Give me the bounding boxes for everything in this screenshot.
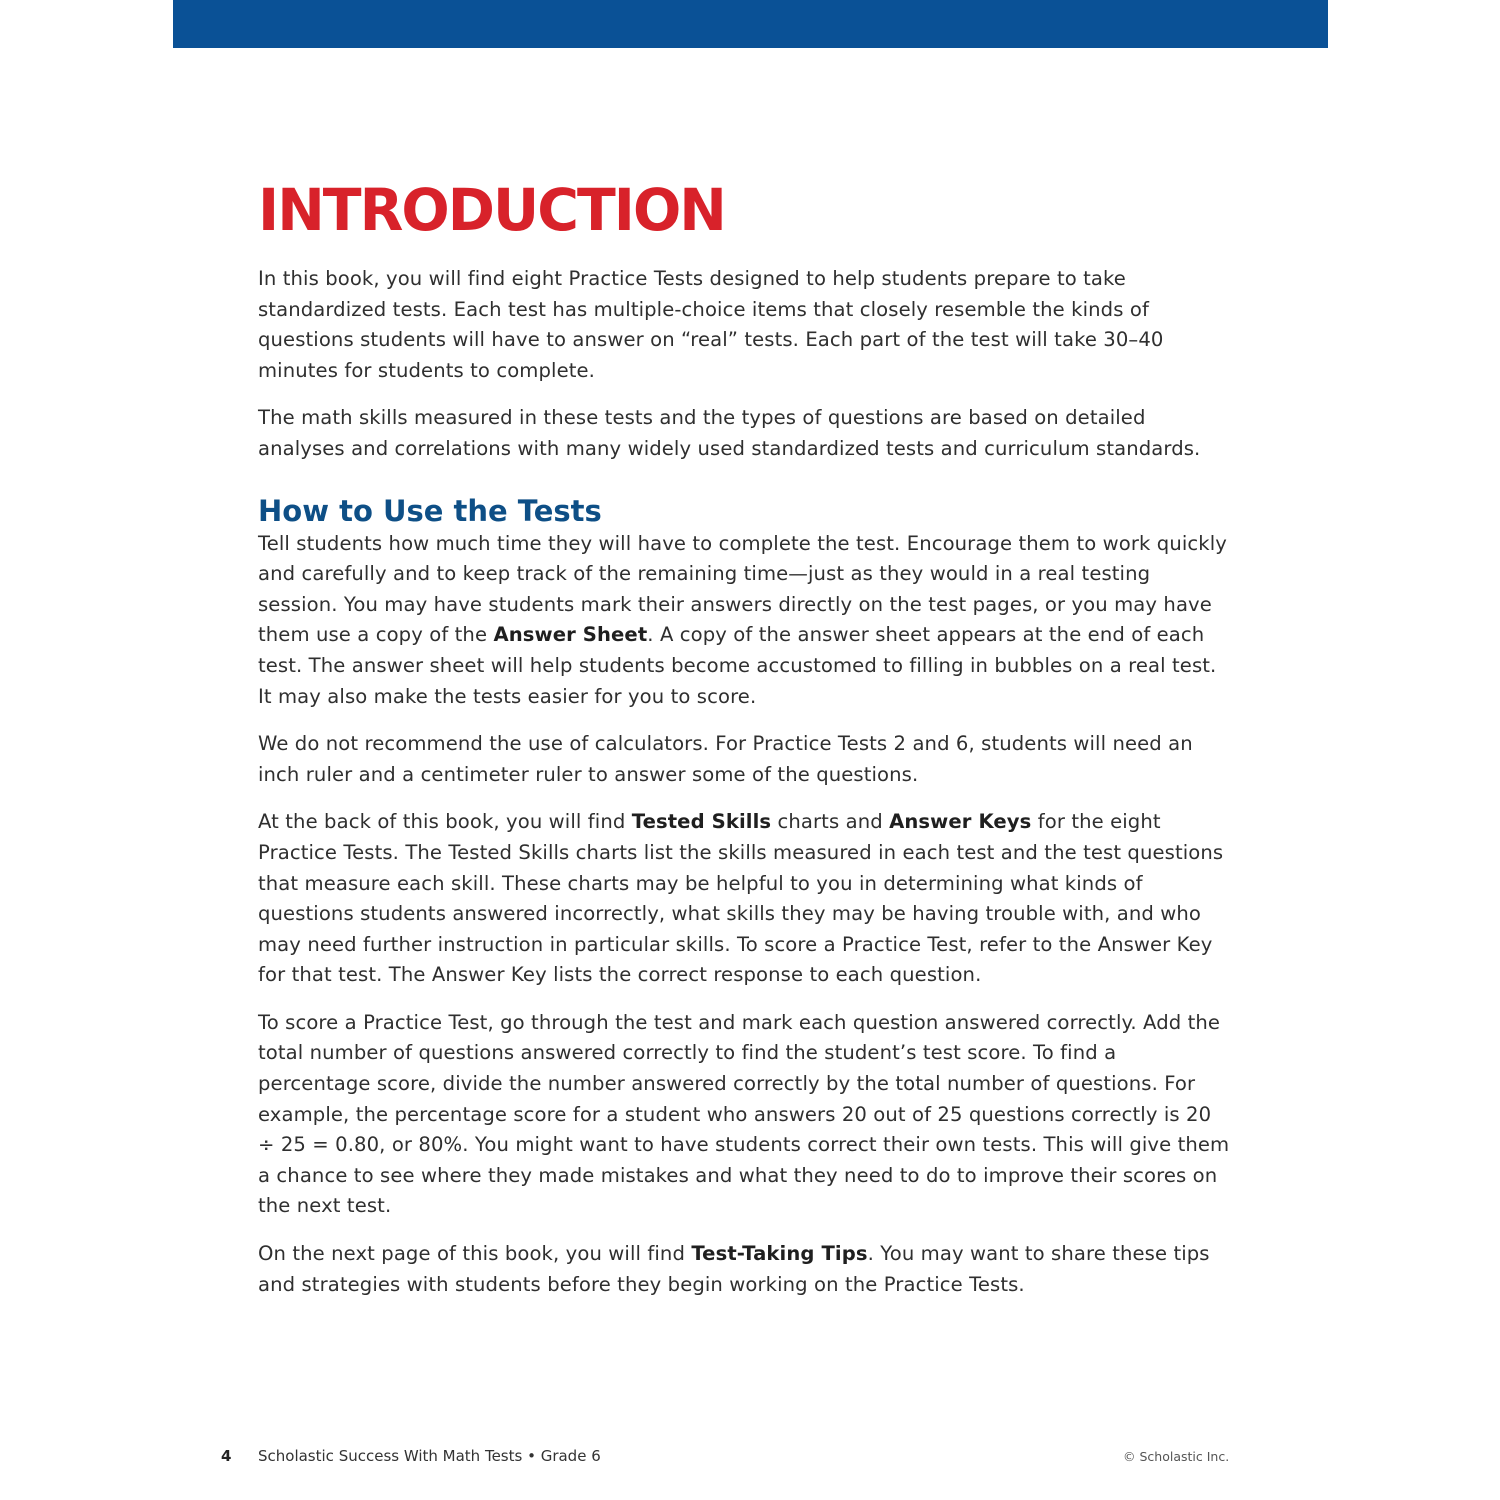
text-run: . You may want to share these tips and strategies with students before they begin working on the Practice Tests. <box>258 1242 1210 1296</box>
intro-paragraph-1: In this book, you will find eight Practice Tests designed to help students prepare to take standardized tests. Each test has multiple-choice items that closely resemble the kinds of questions students will have to answer on “real” tests. Each part of the test will take 30–40 minutes for students to complete. <box>258 267 1164 382</box>
section-paragraph-2: We do not recommend the use of calculators. For Practice Tests 2 and 6, students will need an inch ruler and a centimeter ruler to answer some of the questions. <box>258 732 1193 786</box>
section-paragraph-5 <box>258 1239 1233 1300</box>
bold-term-test-taking-tips: Test-Taking Tips <box>691 1242 868 1266</box>
section-paragraph-4: To score a Practice Test, go through the test and mark each question answered correctly. Add the total number of questions answered correctly to find the student’s test score. To find a percentage score, divide the number answered correctly by the total number of questions. For example, the percentage score for a student who answers 20 out of 25 questions correctly is 20 ÷ 25 = 0.80, or 80%. You might want to have students correct their own tests. This will give them a chance to see where they made mistakes and what they need to do to improve their scores on the next test. <box>258 1010 1230 1218</box>
header-band <box>173 0 1328 48</box>
page-number: 4 <box>221 1447 232 1465</box>
section-heading: How to Use the Tests <box>258 493 602 528</box>
text-run: . A copy of the answer sheet appears at the end of each test. The answer sheet will help students become accustomed to filling in bubbles on a real test. It may also make the tests easier for you to score. <box>258 623 1217 708</box>
section-paragraph-1 <box>258 529 1233 713</box>
text-run: charts and <box>771 810 890 834</box>
page-content <box>258 178 1233 1317</box>
book-title: Scholastic Success With Math Tests • Grade 6 <box>258 1447 601 1465</box>
page-footer <box>0 1447 1500 1471</box>
section-paragraph-3 <box>258 807 1233 991</box>
intro-paragraph-2: The math skills measured in these tests and the types of questions are based on detailed analyses and correlations with many widely used standardized tests and curriculum standards. <box>258 406 1201 460</box>
text-run: Tell students how much time they will have to complete the test. Encourage them to work quickly and carefully and to keep track of the remaining time—just as they would in a real testing session. You may have students mark their answers directly on the test pages, or you may have them use a copy of the <box>258 531 1227 647</box>
bold-term-answer-keys: Answer Keys <box>889 810 1032 834</box>
bold-term-tested-skills: Tested Skills <box>631 810 772 834</box>
text-run: At the back of this book, you will find <box>258 810 632 834</box>
page-title: INTRODUCTION <box>258 176 725 244</box>
bold-term-answer-sheet: Answer Sheet <box>493 623 648 647</box>
text-run: On the next page of this book, you will find <box>258 1242 692 1266</box>
text-run: for the eight Practice Tests. The Tested Skills charts list the skills measured in each test and the test questions that measure each skill. These charts may be helpful to you in determining what kinds of questions students answered incorrectly, what skills they may be having trouble with, and who may need further instruction in particular skills. To score a Practice Test, refer to the Answer Key for that test. The Answer Key lists the correct response to each question. <box>258 810 1224 987</box>
copyright: © Scholastic Inc. <box>1123 1449 1230 1464</box>
